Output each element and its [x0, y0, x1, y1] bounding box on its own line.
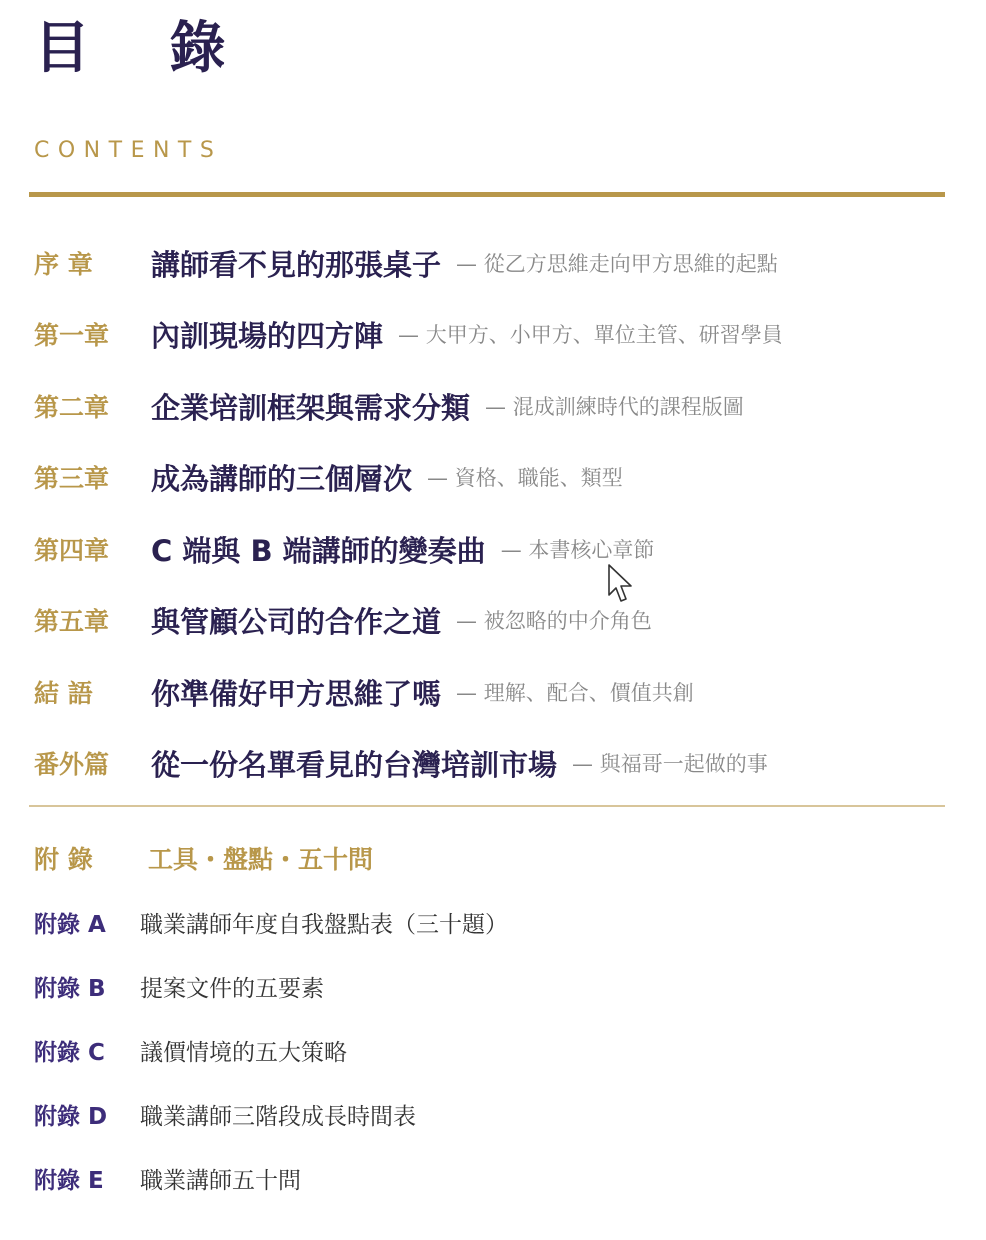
appendix-title: 議價情境的五大策略 — [140, 1039, 347, 1066]
appendix-title: 提案文件的五要素 — [140, 975, 324, 1002]
chapter-subtitle: — 本書核心章節 — [500, 538, 655, 562]
appendix-title: 職業講師年度自我盤點表（三十題） — [140, 911, 508, 938]
mouse-pointer-icon — [607, 563, 635, 605]
chapter-label: 第四章 — [34, 536, 110, 565]
chapter-subtitle: — 與福哥一起做的事 — [572, 752, 768, 776]
chapter-label: 番外篇 — [34, 750, 110, 779]
toc-entry-chapter-5[interactable] — [34, 600, 652, 640]
appendix-title: 職業講師五十問 — [140, 1167, 301, 1194]
chapter-label: 第二章 — [34, 393, 110, 422]
toc-entry-chapter-4[interactable] — [34, 529, 654, 569]
chapter-label: 第一章 — [34, 321, 110, 350]
appendix-label: 附錄 C — [34, 1039, 105, 1066]
toc-entry-chapter-3[interactable] — [34, 457, 623, 497]
chapter-subtitle: — 理解、配合、價值共創 — [456, 681, 694, 705]
chapter-subtitle: — 被忽略的中介角色 — [456, 609, 652, 633]
appendix-label: 附錄 A — [34, 911, 106, 938]
chapter-title: 成為講師的三個層次 — [151, 461, 413, 496]
chapter-title: 與管顧公司的合作之道 — [151, 604, 442, 639]
appendix-label: 附錄 B — [34, 975, 106, 1002]
appendix-title: 職業講師三階段成長時間表 — [140, 1103, 416, 1130]
chapter-label: 第三章 — [34, 464, 110, 493]
page-subtitle: CONTENTS — [34, 138, 223, 163]
chapter-subtitle: — 混成訓練時代的課程版圖 — [485, 395, 744, 419]
chapter-title: 講師看不見的那張桌子 — [151, 247, 442, 282]
appendix-entry-d[interactable] — [34, 1096, 416, 1132]
appendix-entry-a[interactable] — [34, 904, 508, 940]
appendix-heading-title: 工具・盤點・五十問 — [148, 845, 374, 874]
chapter-title: 企業培訓框架與需求分類 — [151, 390, 471, 425]
toc-entry-prologue[interactable] — [34, 243, 778, 283]
chapter-subtitle: — 從乙方思維走向甲方思維的起點 — [456, 252, 778, 276]
chapter-title: 從一份名單看見的台灣培訓市場 — [151, 747, 558, 782]
toc-entry-chapter-2[interactable] — [34, 386, 744, 426]
appendix-entry-b[interactable] — [34, 968, 324, 1004]
chapter-label: 結 語 — [34, 679, 93, 708]
appendix-entry-c[interactable] — [34, 1032, 347, 1068]
appendix-label: 附錄 D — [34, 1103, 108, 1130]
toc-entry-chapter-1[interactable] — [34, 314, 783, 354]
chapter-subtitle: — 大甲方、小甲方、單位主管、研習學員 — [398, 323, 783, 347]
chapter-title: C 端與 B 端講師的變奏曲 — [151, 533, 486, 568]
appendix-label: 附錄 E — [34, 1167, 104, 1194]
chapter-title: 你準備好甲方思維了嗎 — [151, 676, 442, 711]
appendix-heading — [34, 838, 373, 878]
header-divider — [29, 192, 945, 197]
toc-entry-extra[interactable] — [34, 743, 768, 783]
chapter-title: 內訓現場的四方陣 — [151, 318, 384, 353]
appendix-entry-e[interactable] — [34, 1160, 301, 1196]
chapter-label: 第五章 — [34, 607, 110, 636]
appendix-heading-label: 附 錄 — [34, 845, 93, 874]
page-title: 目 錄 — [34, 16, 256, 81]
toc-entry-epilogue[interactable] — [34, 672, 694, 712]
chapter-subtitle: — 資格、職能、類型 — [427, 466, 623, 490]
chapter-label: 序 章 — [34, 250, 93, 279]
appendix-divider — [29, 805, 945, 807]
